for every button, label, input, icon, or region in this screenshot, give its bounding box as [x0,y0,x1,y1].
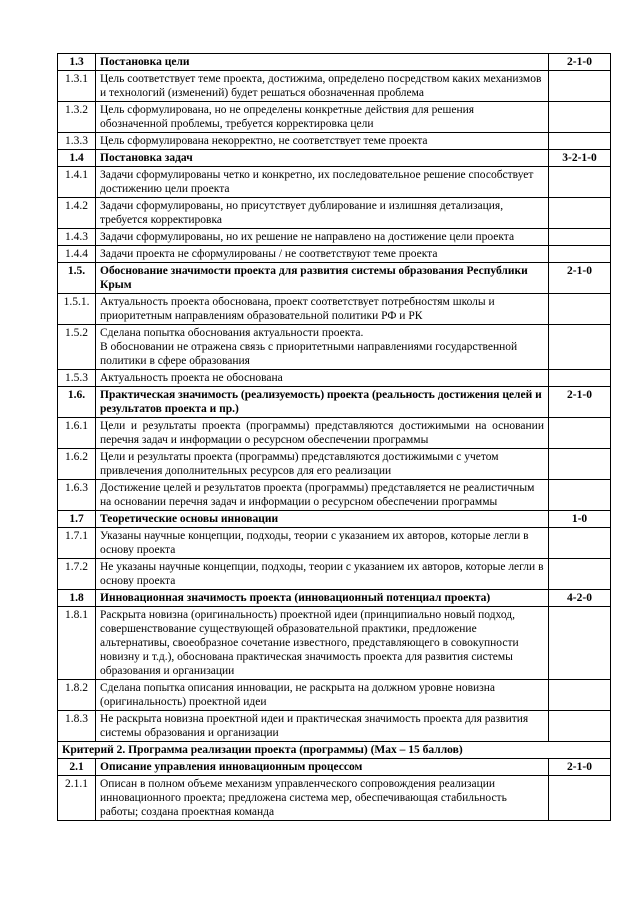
section-row [58,511,611,528]
item-number: 1.5.1. [58,294,96,325]
item-number: 1.6.3 [58,480,96,511]
item-description-paragraph: Актуальность проекта обоснована, проект соответствует потребностям школы и приоритетным направлениям образовательной политики РФ и РК [100,296,495,322]
item-description [96,776,549,821]
item-number: 1.8.2 [58,680,96,711]
section-score: 4-2-0 [549,590,611,607]
item-description-paragraph: Цели и результаты проекта (программы) представляются достижимыми с учетом привлечения дополнительных ресурсов для его реализации [100,451,499,477]
item-description [96,711,549,742]
item-description [96,480,549,511]
item-description-paragraph: Задачи сформулированы, но их решение не направлено на достижение цели проекта [100,231,515,243]
section-title: Инновационная значимость проекта (инновационный потенциал проекта) [96,590,549,607]
item-row [58,418,611,449]
item-score-cell [549,559,611,590]
item-score-cell [549,370,611,387]
item-number: 1.4.2 [58,198,96,229]
item-description-paragraph: Достижение целей и результатов проекта (программы) представляется не реалистичным на основании перечня задач и информации о ресурсном обеспечении программы [100,482,535,508]
item-description-paragraph: Цели и результаты проекта (программы) представляются достижимыми на основании перечня задач и информации о ресурсном обеспечении программы [100,420,544,446]
item-description [96,370,549,387]
section-row [58,54,611,71]
item-number: 1.3.2 [58,102,96,133]
section-number: 1.3 [58,54,96,71]
item-score-cell [549,711,611,742]
item-row [58,776,611,821]
item-description-paragraph: Раскрыта новизна (оригинальность) проектной идеи (принципиально новый подход, совершенствование существующей образовательной практики, предложение альтернативы, своеобразное сочетание известного, представляющего в совокупности новизну и т.д.), обоснована практическая значимость проекта для развития системы образования и организации [100,609,519,677]
item-description [96,71,549,102]
item-score-cell [549,680,611,711]
item-row [58,528,611,559]
item-number: 1.6.2 [58,449,96,480]
item-row [58,167,611,198]
item-row [58,229,611,246]
item-description [96,559,549,590]
item-row [58,246,611,263]
section-score: 2-1-0 [549,759,611,776]
section-score: 1-0 [549,511,611,528]
item-description-paragraph: Актуальность проекта не обоснована [100,372,283,384]
criteria-table [57,53,611,821]
item-row [58,711,611,742]
item-description-paragraph: Цель соответствует теме проекта, достижима, определено посредством каких механизмов и технологий (изменений) будет решаться обозначенная проблема [100,73,542,99]
item-number: 1.3.3 [58,133,96,150]
item-score-cell [549,198,611,229]
item-score-cell [549,246,611,263]
item-row [58,71,611,102]
section-number: 1.4 [58,150,96,167]
item-description [96,294,549,325]
section-row [58,387,611,418]
item-score-cell [549,133,611,150]
item-number: 1.4.4 [58,246,96,263]
criterion-row [58,742,611,759]
section-row [58,590,611,607]
item-number: 1.7.2 [58,559,96,590]
item-number: 1.7.1 [58,528,96,559]
section-number: 1.6. [58,387,96,418]
item-description-paragraph: Задачи сформулированы четко и конкретно, их последовательное решение способствует достижению цели проекта [100,169,534,195]
item-row [58,607,611,680]
section-number: 2.1 [58,759,96,776]
section-row [58,263,611,294]
item-description-paragraph: Не указаны научные концепции, подходы, теории с указанием их авторов, которые легли в основу проекта [100,561,544,587]
section-title: Описание управления инновационным процессом [96,759,549,776]
item-row [58,198,611,229]
item-description [96,325,549,370]
item-description [96,418,549,449]
item-number: 1.5.2 [58,325,96,370]
section-title: Постановка цели [96,54,549,71]
item-row [58,133,611,150]
item-score-cell [549,528,611,559]
item-description-paragraph: Сделана попытка описания инновации, не раскрыта на должном уровне новизна (оригинальность) проектной идеи [100,682,496,708]
item-description-paragraph: Описан в полном объеме механизм управленческого сопровождения реализации инновационного проекта; предложена система мер, обеспечивающая стабильность работы; создана проектная команда [100,778,507,818]
item-number: 1.4.3 [58,229,96,246]
section-title: Практическая значимость (реализуемость) проекта (реальность достижения целей и результатов проекта и пр.) [96,387,549,418]
criterion-title: Критерий 2. Программа реализации проекта (программы) (Max – 15 баллов) [58,742,611,759]
item-description [96,449,549,480]
item-row [58,680,611,711]
item-description-paragraph: Сделана попытка обоснования актуальности проекта. [100,327,364,339]
item-row [58,294,611,325]
item-description [96,198,549,229]
section-title: Обоснование значимости проекта для развития системы образования Республики Крым [96,263,549,294]
item-row [58,449,611,480]
item-description [96,229,549,246]
section-number: 1.5. [58,263,96,294]
item-description [96,680,549,711]
item-score-cell [549,71,611,102]
item-row [58,102,611,133]
item-number: 1.6.1 [58,418,96,449]
section-score: 2-1-0 [549,263,611,294]
item-row [58,480,611,511]
item-number: 1.8.3 [58,711,96,742]
item-score-cell [549,480,611,511]
item-number: 1.4.1 [58,167,96,198]
item-number: 2.1.1 [58,776,96,821]
section-title: Постановка задач [96,150,549,167]
item-score-cell [549,449,611,480]
section-number: 1.7 [58,511,96,528]
item-description [96,167,549,198]
item-number: 1.8.1 [58,607,96,680]
item-score-cell [549,607,611,680]
item-description [96,607,549,680]
item-number: 1.5.3 [58,370,96,387]
section-score: 3-2-1-0 [549,150,611,167]
section-row [58,150,611,167]
section-number: 1.8 [58,590,96,607]
item-score-cell [549,325,611,370]
item-row [58,559,611,590]
item-row [58,325,611,370]
item-description-paragraph: Цель сформулирована некорректно, не соответствует теме проекта [100,135,428,147]
item-description [96,102,549,133]
item-number: 1.3.1 [58,71,96,102]
item-description-paragraph: Задачи сформулированы, но присутствует дублирование и излишняя детализация, требуется корректировка [100,200,504,226]
item-description [96,528,549,559]
section-title: Теоретические основы инновации [96,511,549,528]
item-description-paragraph: В обосновании не отражена связь с приоритетными направлениями государственной политики в сфере образования [100,341,518,367]
section-score: 2-1-0 [549,387,611,418]
item-score-cell [549,294,611,325]
section-score: 2-1-0 [549,54,611,71]
criteria-table-body [58,54,611,821]
item-description-paragraph: Цель сформулирована, но не определены конкретные действия для решения обозначенной проблемы, требуется корректировка цели [100,104,475,130]
item-description-paragraph: Указаны научные концепции, подходы, теории с указанием их авторов, которые легли в основу проекта [100,530,529,556]
section-row [58,759,611,776]
item-score-cell [549,229,611,246]
item-description-paragraph: Не раскрыта новизна проектной идеи и практическая значимость проекта для развития системы образования и организации [100,713,529,739]
item-description-paragraph: Задачи проекта не сформулированы / не соответствуют теме проекта [100,248,438,260]
item-score-cell [549,167,611,198]
item-description [96,133,549,150]
item-score-cell [549,776,611,821]
item-description [96,246,549,263]
item-row [58,370,611,387]
item-score-cell [549,102,611,133]
item-score-cell [549,418,611,449]
